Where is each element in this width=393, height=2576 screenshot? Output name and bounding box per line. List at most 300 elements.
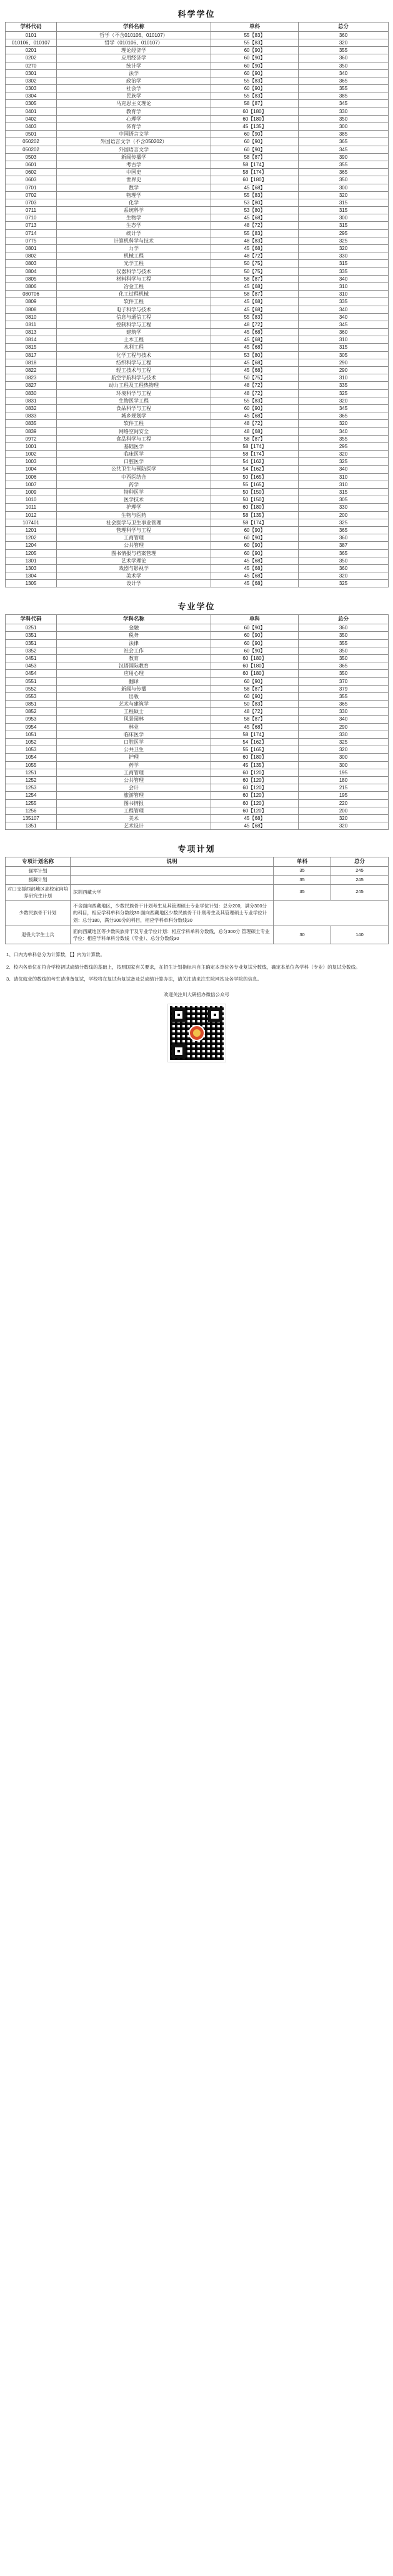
- table-row: [6, 313, 389, 321]
- discipline-code: 0809: [6, 298, 57, 306]
- discipline-name: 世界史: [57, 176, 211, 184]
- discipline-name: 材料科学与工程: [57, 275, 211, 282]
- single-subject-score: 45【68】: [211, 214, 299, 222]
- note-item-1: 1、口内为单科总分为计算数，【】内为计算数。: [6, 952, 105, 958]
- single-subject-score: 60【90】: [211, 639, 299, 647]
- discipline-name: 食品科学与工程: [57, 435, 211, 442]
- single-subject-score: 58【87】: [211, 275, 299, 282]
- special-plan-name: 对口支援西部地区高校定向培养研究生计划: [6, 884, 71, 901]
- discipline-name: 社会学: [57, 85, 211, 92]
- single-subject-score: 60【90】: [211, 549, 299, 557]
- single-subject-score: 60【90】: [211, 692, 299, 700]
- discipline-code: 1053: [6, 746, 57, 754]
- single-subject-score: 60【90】: [211, 534, 299, 542]
- special-plan-total-score: 140: [331, 926, 389, 944]
- total-score: 320: [299, 39, 389, 46]
- total-score: 335: [299, 382, 389, 389]
- discipline-name: 设计学: [57, 580, 211, 587]
- discipline-code: 0453: [6, 662, 57, 670]
- total-score: 355: [299, 85, 389, 92]
- discipline-code: 0839: [6, 427, 57, 435]
- single-subject-score: 60【120】: [211, 776, 299, 784]
- table-row: [6, 792, 389, 799]
- single-subject-score: 55【83】: [211, 229, 299, 237]
- table-row: [6, 504, 389, 511]
- discipline-code: 1055: [6, 761, 57, 769]
- discipline-name: 理论经济学: [57, 47, 211, 54]
- total-score: 215: [299, 784, 389, 792]
- total-score: 325: [299, 458, 389, 466]
- discipline-code: 0817: [6, 351, 57, 359]
- single-subject-score: 45【68】: [211, 557, 299, 564]
- total-score: 355: [299, 639, 389, 647]
- total-score: 385: [299, 92, 389, 100]
- special-plan-total-score: 245: [331, 884, 389, 901]
- total-score: 355: [299, 47, 389, 54]
- table-row: [6, 306, 389, 313]
- discipline-code: 0602: [6, 169, 57, 176]
- header-total: 总分: [299, 22, 389, 32]
- total-score: 320: [299, 245, 389, 252]
- table-row: [6, 31, 389, 39]
- total-score: 365: [299, 169, 389, 176]
- total-score: 350: [299, 632, 389, 639]
- total-score: 390: [299, 153, 389, 161]
- table-row: [6, 382, 389, 389]
- discipline-name: 系统科学: [57, 207, 211, 214]
- single-subject-score: 45【68】: [211, 580, 299, 587]
- total-score: 360: [299, 54, 389, 62]
- single-subject-score: 60【90】: [211, 624, 299, 632]
- total-score: 360: [299, 329, 389, 336]
- discipline-name: 法学: [57, 69, 211, 77]
- special-plan-name: 退役大学生士兵: [6, 926, 71, 944]
- special-plan-title: 专项计划: [177, 844, 216, 854]
- table-row: [6, 107, 389, 115]
- single-subject-score: 60【90】: [211, 404, 299, 412]
- discipline-name: 艺术设计: [57, 822, 211, 830]
- single-subject-score: 45【68】: [211, 282, 299, 290]
- table-row: [6, 716, 389, 723]
- special-plan-description: 深圳西藏大学: [71, 884, 274, 901]
- discipline-name: 特种医学: [57, 489, 211, 496]
- footer-follow-note: 欢迎关注川大研招办微信公众号: [164, 991, 229, 997]
- discipline-name: 管理科学与工程: [57, 526, 211, 534]
- discipline-name: 工程管理: [57, 807, 211, 814]
- total-score: 345: [299, 100, 389, 107]
- single-subject-score: 54【162】: [211, 458, 299, 466]
- discipline-name: 临床医学: [57, 731, 211, 738]
- discipline-code: 0402: [6, 115, 57, 122]
- special-plan-single-score: 35: [274, 884, 331, 901]
- discipline-name: 林业: [57, 723, 211, 731]
- discipline-code: 1010: [6, 496, 57, 504]
- discipline-code: 1003: [6, 458, 57, 466]
- table-row: [6, 176, 389, 184]
- discipline-code: 050202: [6, 146, 57, 153]
- total-score: 355: [299, 692, 389, 700]
- total-score: 310: [299, 336, 389, 344]
- discipline-code: 1351: [6, 822, 57, 830]
- special-plan-table: [5, 857, 389, 944]
- table-row: [6, 451, 389, 458]
- single-subject-score: 45【135】: [211, 123, 299, 131]
- discipline-name: 动力工程及工程热物理: [57, 382, 211, 389]
- qr-finder-top-left: [172, 1008, 186, 1022]
- single-subject-score: 58【87】: [211, 685, 299, 692]
- table-row: [6, 435, 389, 442]
- single-subject-score: 58【87】: [211, 716, 299, 723]
- discipline-name: 外国语言文学（不含050202）: [57, 138, 211, 146]
- discipline-name: 汉语国际教育: [57, 662, 211, 670]
- single-subject-score: 60【180】: [211, 176, 299, 184]
- total-score: 325: [299, 739, 389, 746]
- single-subject-score: 53【80】: [211, 351, 299, 359]
- table-row: [6, 39, 389, 46]
- discipline-name: 工商管理: [57, 769, 211, 776]
- discipline-code: 0304: [6, 92, 57, 100]
- total-score: 360: [299, 564, 389, 572]
- single-subject-score: 45【68】: [211, 814, 299, 822]
- table-row: [6, 222, 389, 229]
- table-row: [6, 214, 389, 222]
- discipline-name: 网络空间安全: [57, 427, 211, 435]
- total-score: 330: [299, 708, 389, 716]
- table-row: [6, 542, 389, 549]
- single-subject-score: 60【180】: [211, 115, 299, 122]
- discipline-code: 0851: [6, 701, 57, 708]
- total-score: 365: [299, 138, 389, 146]
- single-subject-score: 60【180】: [211, 504, 299, 511]
- single-subject-score: 55【83】: [211, 397, 299, 404]
- qr-code-wrapper: [5, 1002, 388, 1068]
- discipline-name: 统计学: [57, 229, 211, 237]
- single-subject-score: 60【90】: [211, 62, 299, 69]
- total-score: 290: [299, 723, 389, 731]
- single-subject-score: 60【180】: [211, 107, 299, 115]
- table-row: [6, 814, 389, 822]
- discipline-code: 0101: [6, 31, 57, 39]
- single-subject-score: 60【90】: [211, 542, 299, 549]
- total-score: 300: [299, 754, 389, 761]
- single-subject-score: 50【75】: [211, 374, 299, 382]
- single-subject-score: 60【120】: [211, 807, 299, 814]
- discipline-name: 应用心理: [57, 670, 211, 677]
- discipline-code: 0818: [6, 359, 57, 366]
- table-row: [6, 746, 389, 754]
- discipline-name: 冶金工程: [57, 282, 211, 290]
- discipline-code: 0713: [6, 222, 57, 229]
- table-row: [6, 822, 389, 830]
- discipline-name: 软件工程: [57, 298, 211, 306]
- discipline-code: 1303: [6, 564, 57, 572]
- discipline-name: 考古学: [57, 161, 211, 168]
- discipline-code: 0813: [6, 329, 57, 336]
- table-row: [6, 85, 389, 92]
- discipline-code: 1007: [6, 481, 57, 488]
- single-subject-score: 48【68】: [211, 427, 299, 435]
- table-row: [6, 572, 389, 580]
- discipline-code: 0703: [6, 199, 57, 206]
- discipline-code: 135107: [6, 814, 57, 822]
- table-row: [6, 723, 389, 731]
- table-row: [6, 92, 389, 100]
- discipline-code: 0830: [6, 389, 57, 397]
- discipline-code: 1006: [6, 473, 57, 481]
- discipline-code: 0603: [6, 176, 57, 184]
- table-row: [6, 252, 389, 260]
- table-row: [6, 731, 389, 738]
- discipline-code: 0302: [6, 77, 57, 84]
- total-score: 320: [299, 420, 389, 427]
- table-row: [6, 458, 389, 466]
- single-subject-score: 55【83】: [211, 31, 299, 39]
- table-row: [6, 69, 389, 77]
- single-subject-score: 60【90】: [211, 677, 299, 685]
- total-score: 365: [299, 77, 389, 84]
- single-subject-score: 55【165】: [211, 481, 299, 488]
- header-name: 学科名称: [57, 22, 211, 32]
- single-subject-score: 50【150】: [211, 496, 299, 504]
- single-subject-score: 48【72】: [211, 321, 299, 328]
- discipline-name: 物理学: [57, 191, 211, 199]
- discipline-code: 0551: [6, 677, 57, 685]
- single-subject-score: 45【68】: [211, 336, 299, 344]
- discipline-code: 0832: [6, 404, 57, 412]
- single-subject-score: 60【180】: [211, 670, 299, 677]
- table-row: [6, 427, 389, 435]
- discipline-name: 旅游管理: [57, 792, 211, 799]
- table-row: [6, 54, 389, 62]
- single-subject-score: 48【83】: [211, 237, 299, 244]
- discipline-name: 轻工技术与工程: [57, 367, 211, 374]
- table-row: [6, 701, 389, 708]
- discipline-name: 环境科学与工程: [57, 389, 211, 397]
- total-score: 320: [299, 814, 389, 822]
- discipline-code: 1052: [6, 739, 57, 746]
- header-single: 单科: [274, 857, 331, 867]
- discipline-name: 力学: [57, 245, 211, 252]
- total-score: 330: [299, 731, 389, 738]
- discipline-name: 生态学: [57, 222, 211, 229]
- discipline-code: 0711: [6, 207, 57, 214]
- total-score: 310: [299, 473, 389, 481]
- header-description: 说明: [71, 857, 274, 867]
- discipline-code: 0303: [6, 85, 57, 92]
- discipline-name: 临床医学: [57, 451, 211, 458]
- discipline-code: 0301: [6, 69, 57, 77]
- discipline-name: 化学: [57, 199, 211, 206]
- table-row: [6, 580, 389, 587]
- discipline-name: 公共卫生: [57, 746, 211, 754]
- single-subject-score: 58【174】: [211, 161, 299, 168]
- discipline-code: 0775: [6, 237, 57, 244]
- discipline-code: 1205: [6, 549, 57, 557]
- single-subject-score: 48【72】: [211, 708, 299, 716]
- total-score: 365: [299, 412, 389, 420]
- discipline-code: 0270: [6, 62, 57, 69]
- total-score: 335: [299, 298, 389, 306]
- table-row: [6, 511, 389, 519]
- discipline-code: 050202: [6, 138, 57, 146]
- table-row: [6, 677, 389, 685]
- table-row: [6, 397, 389, 404]
- total-score: 340: [299, 313, 389, 321]
- discipline-code: 1202: [6, 534, 57, 542]
- table-row: [6, 161, 389, 168]
- discipline-name: 体育学: [57, 123, 211, 131]
- discipline-name: 图书情报与档案管理: [57, 549, 211, 557]
- discipline-code: 0401: [6, 107, 57, 115]
- total-score: 195: [299, 792, 389, 799]
- discipline-code: 0804: [6, 267, 57, 275]
- discipline-name: 城乡规划学: [57, 412, 211, 420]
- discipline-code: 0701: [6, 184, 57, 191]
- table-row: [6, 237, 389, 244]
- single-subject-score: 58【174】: [211, 442, 299, 450]
- total-score: 365: [299, 701, 389, 708]
- table-row: [6, 876, 389, 884]
- table-row: [6, 153, 389, 161]
- discipline-name: 出版: [57, 692, 211, 700]
- discipline-name: 护理: [57, 754, 211, 761]
- total-score: 200: [299, 807, 389, 814]
- discipline-code: 1004: [6, 466, 57, 473]
- qr-finder-bottom-left: [172, 1044, 186, 1058]
- table-row: [6, 420, 389, 427]
- total-score: 320: [299, 746, 389, 754]
- discipline-code: 0351: [6, 632, 57, 639]
- discipline-name: 生物医学工程: [57, 397, 211, 404]
- total-score: 325: [299, 237, 389, 244]
- table-row: [6, 639, 389, 647]
- discipline-code: 1012: [6, 511, 57, 519]
- discipline-code: 1001: [6, 442, 57, 450]
- table-row: [6, 77, 389, 84]
- total-score: 320: [299, 572, 389, 580]
- single-subject-score: 45【68】: [211, 329, 299, 336]
- single-subject-score: 55【83】: [211, 313, 299, 321]
- special-plan-single-score: 35: [274, 867, 331, 876]
- table-row: [6, 807, 389, 814]
- table-row: [6, 662, 389, 670]
- table-row: [6, 901, 389, 926]
- single-subject-score: 58【135】: [211, 511, 299, 519]
- table-row: [6, 489, 389, 496]
- table-row: [6, 799, 389, 807]
- total-score: 340: [299, 69, 389, 77]
- table-row: [6, 359, 389, 366]
- table-row: [6, 229, 389, 237]
- single-subject-score: 50【165】: [211, 473, 299, 481]
- single-subject-score: 60【180】: [211, 662, 299, 670]
- total-score: 315: [299, 207, 389, 214]
- total-score: 335: [299, 267, 389, 275]
- table-row: [6, 754, 389, 761]
- table-row: [6, 473, 389, 481]
- total-score: 325: [299, 519, 389, 526]
- discipline-code: 080706: [6, 291, 57, 298]
- total-score: 310: [299, 291, 389, 298]
- discipline-code: 0831: [6, 397, 57, 404]
- single-subject-score: 45【135】: [211, 761, 299, 769]
- discipline-name: 化学工程与技术: [57, 351, 211, 359]
- discipline-name: 新闻与传播: [57, 685, 211, 692]
- table-row: [6, 131, 389, 138]
- discipline-name: 美术学: [57, 572, 211, 580]
- discipline-name: 哲学（010106、010107）: [57, 39, 211, 46]
- special-plan-score-merged: [274, 901, 389, 926]
- single-subject-score: 60【90】: [211, 146, 299, 153]
- total-score: 355: [299, 435, 389, 442]
- single-subject-score: 60【120】: [211, 769, 299, 776]
- single-subject-score: 60【90】: [211, 647, 299, 654]
- table-row: [6, 884, 389, 901]
- discipline-name: 信息与通信工程: [57, 313, 211, 321]
- single-subject-score: 55【83】: [211, 77, 299, 84]
- table-row: [6, 624, 389, 632]
- single-subject-score: 58【174】: [211, 451, 299, 458]
- table-row: [6, 466, 389, 473]
- single-subject-score: 50【83】: [211, 701, 299, 708]
- total-score: 355: [299, 161, 389, 168]
- discipline-code: 0451: [6, 654, 57, 662]
- total-score: 330: [299, 107, 389, 115]
- single-subject-score: 55【165】: [211, 746, 299, 754]
- total-score: 350: [299, 557, 389, 564]
- single-subject-score: 55【83】: [211, 92, 299, 100]
- discipline-name: 心理学: [57, 115, 211, 122]
- total-score: 200: [299, 511, 389, 519]
- special-plan-single-score: 30: [274, 926, 331, 944]
- discipline-name: 数学: [57, 184, 211, 191]
- discipline-name: 公共管理: [57, 776, 211, 784]
- discipline-name: 会计: [57, 784, 211, 792]
- table-row: [6, 404, 389, 412]
- discipline-name: 基础医学: [57, 442, 211, 450]
- discipline-code: 0601: [6, 161, 57, 168]
- table-row: [6, 191, 389, 199]
- discipline-name: 教育: [57, 654, 211, 662]
- total-score: 325: [299, 389, 389, 397]
- discipline-name: 民族学: [57, 92, 211, 100]
- single-subject-score: 45【68】: [211, 298, 299, 306]
- table-header-row: [6, 857, 389, 867]
- single-subject-score: 60【90】: [211, 69, 299, 77]
- table-row: [6, 412, 389, 420]
- table-row: [6, 367, 389, 374]
- discipline-code: 1054: [6, 754, 57, 761]
- discipline-code: 1305: [6, 580, 57, 587]
- discipline-name: 新闻传播学: [57, 153, 211, 161]
- header-code: 学科代码: [6, 22, 57, 32]
- table-row: [6, 199, 389, 206]
- discipline-name: 统计学: [57, 62, 211, 69]
- total-score: 320: [299, 397, 389, 404]
- single-subject-score: 60【90】: [211, 54, 299, 62]
- discipline-name: 戏剧与影视学: [57, 564, 211, 572]
- discipline-code: 1051: [6, 731, 57, 738]
- table-row: [6, 207, 389, 214]
- total-score: 290: [299, 359, 389, 366]
- total-score: 315: [299, 222, 389, 229]
- single-subject-score: 45【68】: [211, 723, 299, 731]
- discipline-name: 外国语言文学: [57, 146, 211, 153]
- total-score: 345: [299, 404, 389, 412]
- table-row: [6, 867, 389, 876]
- total-score: 360: [299, 624, 389, 632]
- total-score: 295: [299, 229, 389, 237]
